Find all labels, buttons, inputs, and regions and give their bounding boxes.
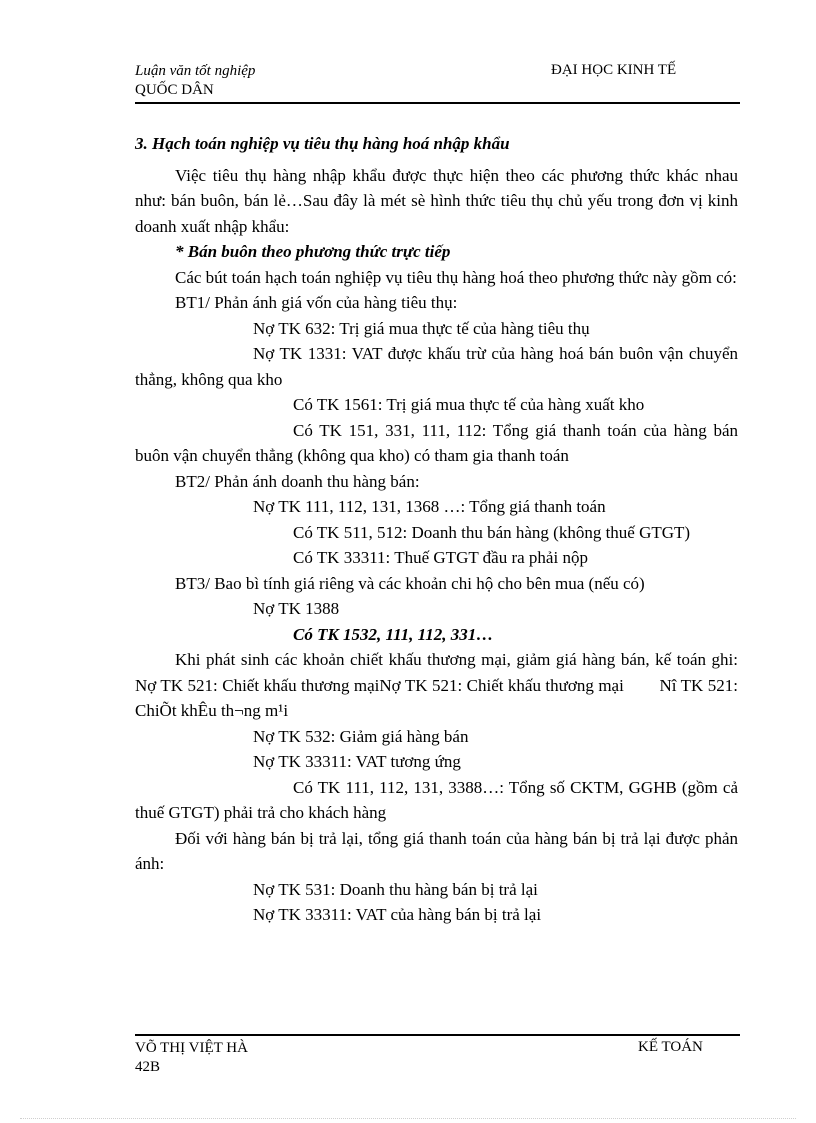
paragraph: Khi phát sinh các khoản chiết khấu thương mại, giảm giá hàng bán, kế toán ghi: Nợ TK 521: Chiết khấu thương mạiNợ TK 521: Chiết khấu thương mại Nî TK 521: ChiÕt khÊu th¬ng m¹i — [135, 650, 743, 720]
entry-line: Có TK 151, 331, 111, 112: Tổng giá thanh toán của hàng bán buôn vận chuyển thẳng (không qua kho) có tham gia thanh toán — [135, 420, 738, 465]
entry-line: Nợ TK 1388 — [253, 599, 340, 618]
university-suffix: QUỐC DÂN — [135, 82, 214, 98]
entry-bt1: BT1/ Phản ánh giá vốn của hàng tiêu thụ: — [175, 293, 458, 312]
class-code: 42B — [135, 1059, 161, 1075]
header-left — [135, 62, 255, 100]
author-name: VÕ THỊ VIỆT HÀ — [135, 1040, 248, 1056]
page-body — [135, 131, 743, 928]
entry-bt2: BT2/ Phản ánh doanh thu hàng bán: — [175, 471, 420, 491]
entry-line: Có TK 1561: Trị giá mua thực tế của hàng xuất kho — [293, 395, 645, 414]
header-rule — [135, 102, 740, 104]
entry-line: Có TK 111, 112, 131, 3388…: Tổng số CKTM, GGHB (gồm cả thuế GTGT) phải trả cho khách hàng — [135, 777, 738, 822]
footer-rule — [135, 1034, 740, 1036]
thesis-label: Luận văn tốt nghiệp — [135, 63, 256, 79]
entry-line: Nợ TK 532: Giảm giá hàng bán — [253, 726, 469, 746]
entry-line: Có TK 33311: Thuế GTGT đầu ra phải nộp — [293, 548, 588, 567]
page-edge-divider — [20, 1118, 796, 1119]
entry-line: Có TK 511, 512: Doanh thu bán hàng (không thuế GTGT) — [293, 522, 691, 542]
footer-left — [135, 1039, 248, 1077]
entry-line: Nợ TK 531: Doanh thu hàng bán bị trả lại — [253, 879, 538, 899]
paragraph: Các bút toán hạch toán nghiệp vụ tiêu thụ hàng hoá theo phương thức này gồm có: — [175, 267, 737, 287]
entry-bt3: BT3/ Bao bì tính giá riêng và các khoản chi hộ cho bên mua (nếu có) — [175, 573, 645, 593]
entry-line: Nợ TK 111, 112, 131, 1368 …: Tổng giá thanh toán — [253, 497, 606, 516]
department: KẾ TOÁN — [638, 1039, 703, 1055]
paragraph: Đối với hàng bán bị trả lại, tổng giá thanh toán của hàng bán bị trả lại được phản ánh: — [135, 828, 738, 873]
section-heading: 3. Hạch toán nghiệp vụ tiêu thụ hàng hoá nhập khẩu — [135, 134, 510, 153]
entry-line: Nợ TK 1331: VAT được khấu trừ của hàng hoá bán buôn vận chuyển thẳng, không qua kho — [135, 344, 738, 389]
entry-line: Nợ TK 33311: VAT tương ứng — [253, 752, 461, 771]
subheading: * Bán buôn theo phương thức trực tiếp — [175, 242, 451, 261]
entry-line: Nợ TK 33311: VAT của hàng bán bị trả lại — [253, 905, 542, 924]
university-name: ĐẠI HỌC KINH TẾ — [551, 62, 677, 78]
paragraph: Việc tiêu thụ hàng nhập khẩu được thực hiện theo các phương thức khác nhau như: bán buôn, bán lẻ…Sau đây là mét sè hình thức tiêu thụ chủ yếu trong đơn vị kinh doanh xuất nhập khẩu: — [135, 165, 738, 236]
entry-line: Có TK 1532, 111, 112, 331… — [293, 624, 494, 644]
entry-line: Nợ TK 632: Trị giá mua thực tế của hàng tiêu thụ — [253, 318, 590, 338]
